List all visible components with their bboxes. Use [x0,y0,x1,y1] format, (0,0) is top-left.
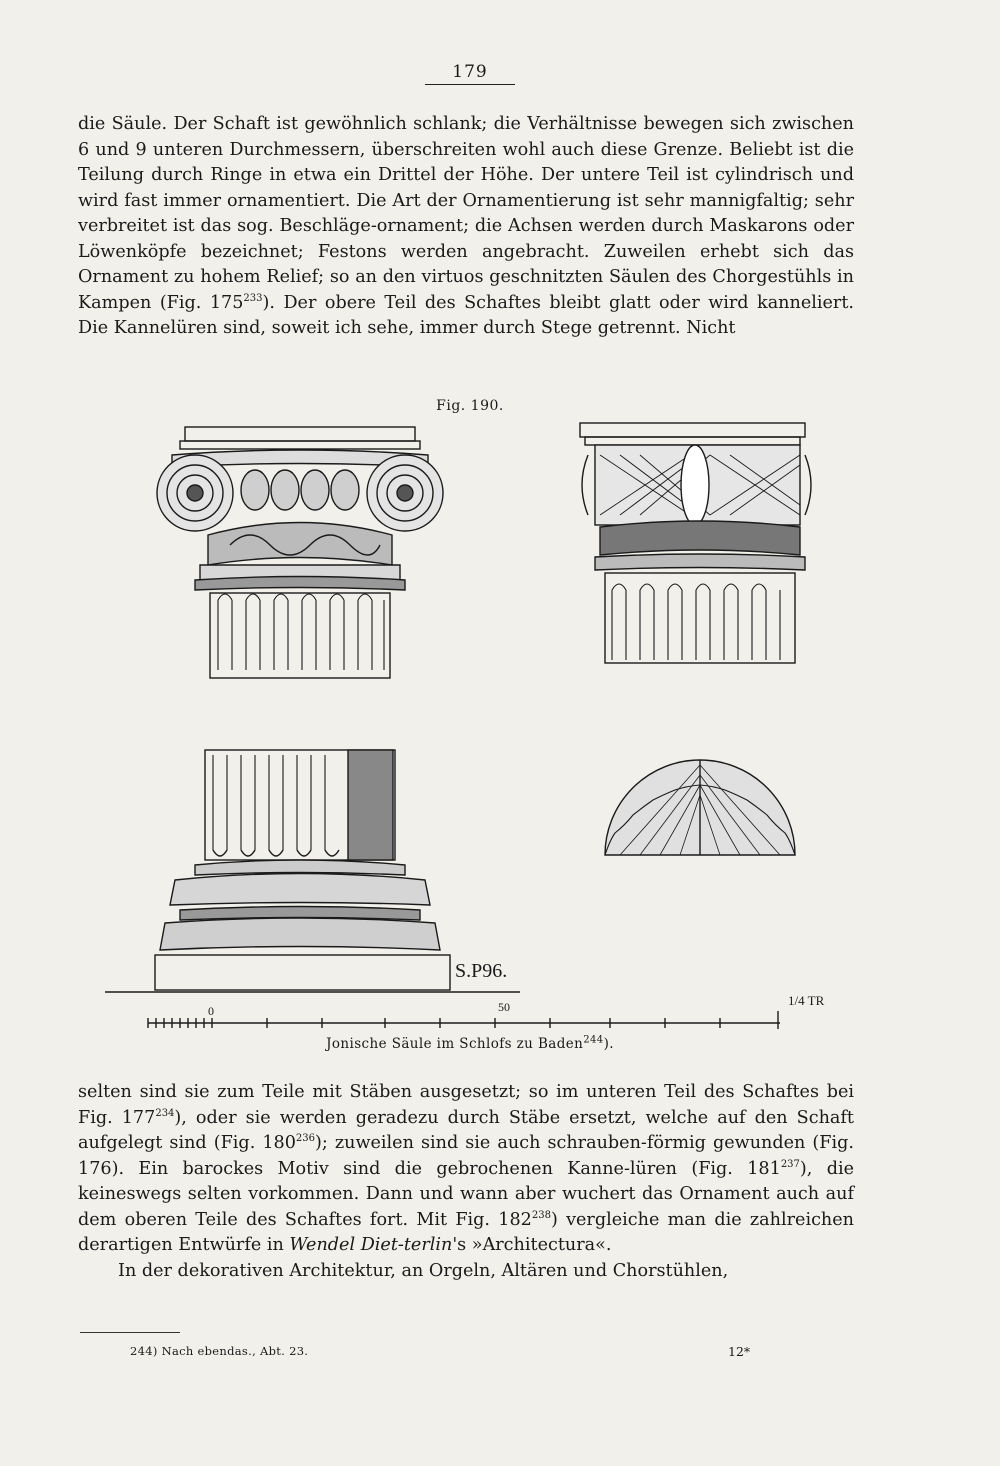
upper-fluting [218,594,384,670]
top-paragraph-end-post: ). Der obere Teil des Schaftes bleibt glatt oder wird kanneliert. Die Kannelüren sind, soweit ich sehe, immer durch Stege getrennt. Nicht [78,292,854,338]
footnote-ref-233: 233 [243,292,263,304]
top-paragraph-end-pre: (Fig. 175 [159,292,244,313]
page-number-rule [425,84,515,85]
footnote-ref-244: 244 [583,1034,604,1046]
monogram: S.P96. [455,960,508,982]
volute-right [367,455,443,531]
egg-and-dart [241,470,359,510]
scale-bar [148,1011,780,1029]
top-paragraph [78,112,854,342]
figure-caption-end: ). [603,1036,614,1052]
figure-caption-text: Jonische Säule im Schlofs zu Baden [326,1036,584,1052]
column-base [105,750,520,992]
signature-mark: 12* [728,1344,751,1359]
scale-label-fifty: 50 [498,1000,510,1014]
second-paragraph: In der dekorativen Architektur, an Orgeln, Altären und Chorstühlen, [118,1260,729,1281]
footnote-ref-238: 238 [531,1209,551,1221]
capital-front-view [157,427,443,678]
footnote-rule [80,1332,180,1333]
scale-mark: 1/4 TR [788,993,825,1008]
page-number: 179 [452,62,488,82]
ionic-column-illustration [100,415,860,1040]
scale-label-zero: 0 [208,1004,214,1018]
footnote-ref-236: 236 [295,1133,316,1145]
shaft-plan-section [605,760,795,855]
volute-left [157,455,233,531]
figure-caption [270,1036,670,1052]
bottom-paragraph-d: ), die keineswegs selten vorkommen. Dann und wann aber wuchert das Ornament auch auf dem oberen Teile des Schaftes fort. Mit Fig. 182 [78,1158,854,1230]
bottom-paragraph-f: 's »Architectura«. [452,1235,612,1255]
author-name: Wendel Diet-terlin [289,1235,453,1255]
bottom-paragraph-b: ), oder sie werden geradezu durch Stäbe ersetzt, welche auf den Schaft aufgelegt sind (Fig. 180 [78,1107,854,1153]
top-paragraph-text: die Säule. Der Schaft ist gewöhnlich schlank; die Verhältnisse bewegen sich zwischen 6 und 9 unteren Durchmessern, überschreiten wohl auch diese Grenze. Beliebt ist die Teilung durch Ringe in etwa ein Drittel der Höhe. Der untere Teil ist cylindrisch und wird fast immer ornamentiert. Die Art der Ornamentierung ist sehr mannigfaltig; sehr verbreitet ist das sog. Beschläge-ornament; die Achsen werden durch Maskarons oder Löwenköpfe bezeichnet; Festons werden angebracht. Zuweilen erhebt sich das Ornament zu hohem Relief; so an den virtuos geschnitzten Säulen des Chorgestühls in Kampen [78,114,854,313]
bottom-paragraph-e: ) vergleiche man die zahlreichen derartigen Entwürfe in [78,1209,855,1255]
footnote-ref-237: 237 [780,1158,800,1170]
footnote-ref-234: 234 [155,1107,175,1119]
bottom-paragraph-c: ); zuweilen sind sie auch schrauben-förmig gewunden (Fig. 176). Ein barockes Motiv sind die gebrochenen Kanne-lüren (Fig. 181 [78,1133,854,1179]
side-fluting [612,584,780,660]
bottom-paragraphs [78,1080,854,1284]
footnote: 244) Nach ebendas., Abt. 23. [130,1344,309,1358]
figure-label: Fig. 190. [436,398,504,414]
bottom-paragraph-a: selten sind sie zum Teile mit Stäben ausgesetzt; so im unteren Teil des Schaftes bei Fig. 177 [78,1082,854,1128]
capital-side-view [580,423,811,663]
